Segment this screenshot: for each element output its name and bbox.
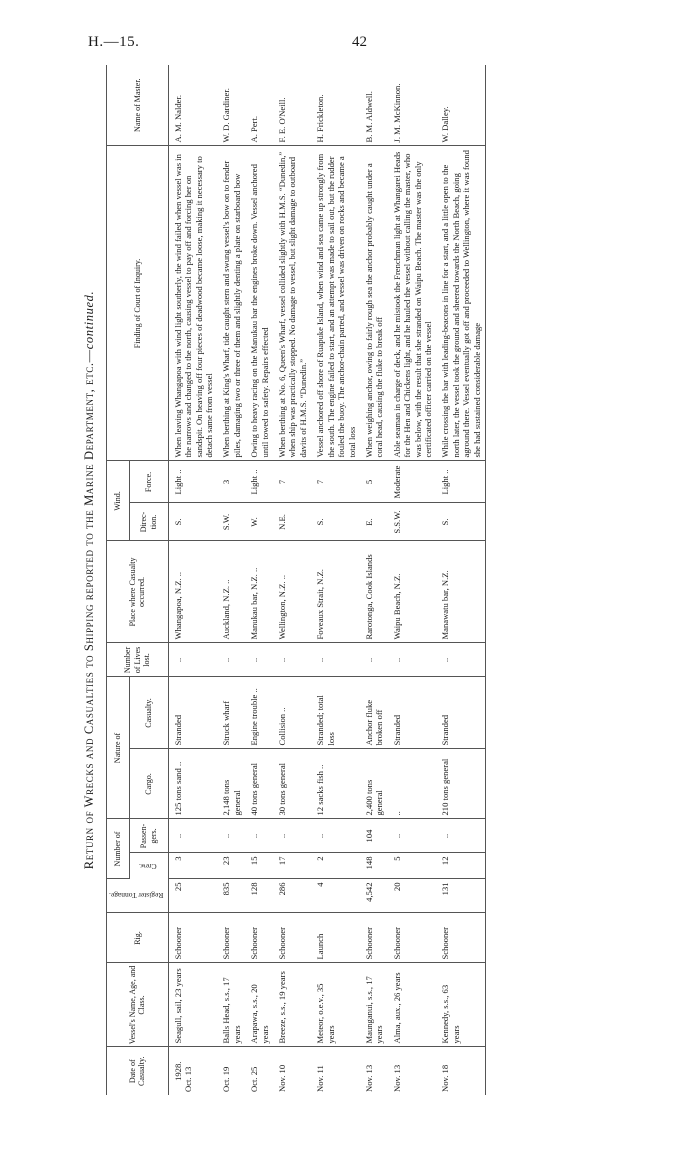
cell-place (436, 541, 485, 643)
cell-lives (168, 643, 217, 677)
cell-master-text: F. E. O'Neill. (277, 97, 288, 143)
cell-casualty (217, 677, 245, 749)
cell-casualty-text: Engine trouble .. (249, 688, 260, 746)
cell-master (168, 65, 217, 146)
cell-rig-text: Schooner (440, 927, 451, 960)
cell-finding-text: When berthing at No. 6, Queen's Wharf, vessel collided slightly with H.M.S. “Dunedin,” when ship was practically stopped. No damage to vessel, but slight damage to outboard davits of H.M.S. “Dunedin.” (277, 151, 308, 458)
cell-master (388, 65, 437, 146)
cell-cargo-text: 125 tons sand .. (172, 761, 183, 816)
cell-rig-text: Schooner (391, 927, 402, 960)
col-rig: Rig. (107, 913, 169, 963)
cell-rig-text: Schooner (249, 927, 260, 960)
cell-cargo (168, 749, 217, 819)
cell-passengers (217, 819, 245, 853)
cell-crew-text: 148 (363, 856, 374, 870)
table-row (388, 65, 437, 1095)
cell-direction-text: S.W. (221, 513, 232, 531)
cell-master (245, 65, 273, 146)
table-row (360, 65, 388, 1095)
col-place: Place where Casualty occurred. (107, 541, 169, 643)
cell-cargo (245, 749, 273, 819)
col-master: Name of Master. (107, 65, 169, 146)
cell-place (311, 541, 360, 643)
cell-direction-text: E. (363, 518, 374, 526)
cell-rig (360, 913, 388, 963)
col-finding: Finding of Court of Inquiry. (107, 146, 169, 461)
cell-date (245, 1047, 273, 1095)
cell-crew-text: 15 (249, 856, 260, 866)
cell-master-text: W. D. Gardiner. (221, 88, 232, 143)
cell-lives-text: .. (221, 657, 232, 663)
cell-rig (388, 913, 437, 963)
cell-crew-text: 12 (440, 856, 451, 866)
cell-cargo (311, 749, 360, 819)
cell-casualty (245, 677, 273, 749)
cell-rig-text: Schooner (172, 927, 183, 960)
cell-lives (245, 643, 273, 677)
cell-cargo-text: 2,148 tons general (221, 779, 242, 816)
cell-tonnage-text: 128 (249, 882, 260, 896)
cell-tonnage (168, 879, 217, 913)
table-row (436, 65, 485, 1095)
cell-direction-text: N.E. (277, 514, 288, 530)
cell-date (168, 1047, 217, 1095)
cell-direction (245, 503, 273, 541)
cell-place (245, 541, 273, 643)
cell-vessel-text: Breeze, s.s., 19 years (277, 971, 288, 1044)
cell-tonnage-text: 131 (440, 882, 451, 896)
cell-finding (217, 146, 245, 461)
cell-lives-text: .. (277, 657, 288, 663)
cell-cargo-text: 40 tons general (249, 762, 260, 816)
cell-vessel (168, 963, 217, 1047)
cell-crew (245, 853, 273, 879)
cell-date (388, 1047, 437, 1095)
cell-force (360, 461, 388, 503)
col-number-of: Number of (107, 819, 130, 879)
cell-force-text: 5 (363, 479, 374, 485)
page-number: 42 (352, 34, 367, 50)
cell-vessel-text: Balls Head, s.s., 17 years (221, 977, 242, 1044)
cell-passengers-text: .. (221, 833, 232, 839)
cell-finding-text: While crossing the bar with leading-beacons in line for a start, and a little open to the north later, the vessel took the ground and sheered towards the North Beach, going aground there. Vessel eventually got off and proceeded to Wellington, where it was found she had sustained considerable damage (440, 150, 482, 458)
cell-cargo-text: 30 tons general (277, 762, 288, 816)
cell-direction-text: S. (440, 518, 451, 526)
cell-cargo (273, 749, 311, 819)
cell-cargo (217, 749, 245, 819)
cell-crew (311, 853, 360, 879)
cell-place (217, 541, 245, 643)
col-passengers: Passen- gers. (129, 819, 168, 853)
cell-tonnage (388, 879, 437, 913)
cell-date-text: Nov. 13 (363, 1064, 374, 1092)
cell-place (168, 541, 217, 643)
cell-casualty-text: Stranded (391, 714, 402, 746)
cell-crew (273, 853, 311, 879)
cell-finding-text: When leaving Whangapoa with wind light southerly, the wind failed when vessel was in the narrows and changed to the north, causing vessel to pay off and forcing her on sandspit. On heaving off four pieces of deadwood became loose, making it necessary to detach same from vessel (172, 154, 215, 458)
cell-vessel-text: Alma, aux., 26 years (391, 972, 402, 1044)
cell-date-text: Oct. 19 (221, 1066, 232, 1092)
table-row (273, 65, 311, 1095)
cell-rig-text: Schooner (363, 927, 374, 960)
cell-lives-text: .. (391, 657, 402, 663)
cell-passengers-text: .. (172, 833, 183, 839)
cell-crew (217, 853, 245, 879)
cell-tonnage (436, 879, 485, 913)
cell-force (217, 461, 245, 503)
cell-passengers (273, 819, 311, 853)
cell-master-text: J. M. McKinnon. (391, 83, 402, 143)
cell-force-text: Light .. (249, 469, 260, 495)
cell-tonnage (311, 879, 360, 913)
cell-lives (311, 643, 360, 677)
cell-finding (436, 146, 485, 461)
cell-force-text: Light .. (440, 469, 451, 495)
cell-casualty-text: Stranded; total loss (315, 695, 336, 746)
cell-rig-text: Schooner (221, 927, 232, 960)
cell-rig (245, 913, 273, 963)
cell-passengers (436, 819, 485, 853)
cell-force (388, 461, 437, 503)
cell-direction (168, 503, 217, 541)
cell-master (217, 65, 245, 146)
cell-place (360, 541, 388, 643)
cell-vessel-text: Maunganui, s.s., 17 years (363, 976, 385, 1044)
cell-master-text: A. Pert. (249, 115, 260, 143)
cell-cargo-text: 2,400 tons general (363, 779, 385, 816)
table-title (82, 65, 97, 1095)
table-row (217, 65, 245, 1095)
cell-vessel-text: Arapawa, s.s., 20 years (249, 984, 270, 1044)
cell-finding-text: When weighing anchor, owing to fairly rough sea the anchor probably caught under a coral head, causing the fluke to break off (363, 163, 385, 458)
cell-master (360, 65, 388, 146)
col-wind: Wind. (107, 461, 130, 541)
cell-tonnage (217, 879, 245, 913)
cell-force (436, 461, 485, 503)
cell-master (436, 65, 485, 146)
cell-direction (273, 503, 311, 541)
cell-direction (360, 503, 388, 541)
cell-casualty-text: Struck wharf (221, 700, 232, 746)
cell-crew-text: 3 (172, 856, 183, 861)
col-casualty: Casualty. (129, 677, 168, 749)
cell-lives-text: .. (363, 657, 374, 663)
cell-tonnage (360, 879, 388, 913)
casualty-table (106, 65, 486, 1095)
rotated-table-region (72, 65, 668, 1095)
cell-date-text: Nov. 11 (315, 1065, 326, 1092)
cell-casualty (168, 677, 217, 749)
cell-date-text: Nov. 18 (440, 1064, 451, 1092)
cell-master (273, 65, 311, 146)
cell-place-text: Manukau bar, N.Z. .. (249, 567, 260, 640)
col-cargo: Cargo. (129, 749, 168, 819)
cell-passengers (360, 819, 388, 853)
cell-direction (388, 503, 437, 541)
cell-vessel-text: Meteor, o.e.v., 35 years (315, 983, 336, 1044)
cell-lives-text: .. (315, 657, 326, 663)
table-row (168, 65, 217, 1095)
year-label: 1928. (172, 1061, 183, 1081)
cell-rig-text: Launch (315, 933, 326, 960)
cell-finding (168, 146, 217, 461)
cell-force-text: Light .. (172, 469, 183, 495)
cell-cargo (436, 749, 485, 819)
cell-master-text: W. Dalley. (440, 106, 451, 143)
col-direction: Direc- tion. (129, 503, 168, 541)
cell-tonnage-text: 4,542 (363, 882, 374, 902)
cell-passengers (168, 819, 217, 853)
col-nature-of: Nature of (107, 677, 130, 819)
cell-passengers (245, 819, 273, 853)
cell-cargo-text: 12 sacks fish .. (315, 764, 326, 816)
cell-date (217, 1047, 245, 1095)
cell-direction (217, 503, 245, 541)
cell-master-text: B. M. Aldwell. (363, 91, 374, 143)
cell-crew-text: 17 (277, 856, 288, 866)
cell-place-text: Rarotonga, Cook Islands (363, 554, 374, 640)
cell-passengers-text: .. (315, 833, 326, 839)
cell-crew (168, 853, 217, 879)
cell-force (168, 461, 217, 503)
cell-vessel (360, 963, 388, 1047)
cell-force-text: 7 (277, 479, 288, 485)
cell-passengers-text: 104 (363, 829, 374, 843)
cell-date (360, 1047, 388, 1095)
cell-tonnage-text: 835 (221, 882, 232, 896)
cell-place-text: Manawatu bar, N.Z. (440, 570, 451, 640)
cell-cargo (388, 749, 437, 819)
cell-lives (360, 643, 388, 677)
cell-place (388, 541, 437, 643)
cell-direction-text: S. (315, 518, 326, 526)
cell-place-text: Whangapoa, N.Z. .. (172, 571, 183, 640)
cell-vessel-text: Kennedy, s.s., 63 years (440, 984, 461, 1044)
col-tonnage (107, 879, 169, 913)
col-crew-label: Crew. (138, 861, 157, 871)
cell-vessel (245, 963, 273, 1047)
cell-crew-text: 2 (315, 856, 326, 861)
cell-crew-text: 5 (391, 856, 402, 861)
cell-finding (360, 146, 388, 461)
table-row (245, 65, 273, 1095)
cell-date-text: Oct. 13 (183, 1066, 194, 1092)
cell-vessel (388, 963, 437, 1047)
cell-lives (273, 643, 311, 677)
title-main: Return of Wrecks and Casualties to Shipping reported to the Marine Department, etc.— (82, 349, 96, 870)
cell-passengers-text: .. (249, 833, 260, 839)
cell-lives (436, 643, 485, 677)
col-tonnage-label: Register Tonnage. (109, 891, 164, 901)
cell-date-text: Oct. 25 (249, 1066, 260, 1092)
cell-direction-text: S. (172, 518, 183, 526)
table-body (168, 65, 485, 1095)
cell-tonnage-text: 20 (391, 882, 402, 892)
cell-finding-text: Vessel anchored off shore of Ruapuke Island, when wind and sea came up strongly from the south. The engine failed to start, and an attempt was made to sail out, but the rudder fouled the buoy. The anchor-chain parted, and vessel was driven on rocks and became a total loss (315, 153, 357, 458)
cell-rig-text: Schooner (277, 927, 288, 960)
cell-rig (436, 913, 485, 963)
cell-finding-text: Able seaman in charge of deck, and he mistook the Frenchman light at Whangarei Heads for the Hen and Chickens light, and he hauled the vessel without calling the master, who was below, with the result that she stranded on Waipu Beach. The master was the only certificated officer carried on the vessel (391, 151, 433, 458)
cell-rig (311, 913, 360, 963)
cell-finding-text: When berthing at King's Wharf, tide caught stern and swung vessel's bow on to fender piles, damaging two or three of them and slightly denting a plate on starboard bow (221, 160, 242, 458)
cell-date-text: Nov. 10 (277, 1064, 288, 1092)
cell-finding-text: Owing to heavy racing on the Manukau bar the engines broke down. Vessel anchored until towed to safety. Repairs effected (249, 164, 270, 458)
col-lives: Number of Lives lost. (107, 643, 169, 677)
cell-rig (217, 913, 245, 963)
cell-tonnage-text: 4 (315, 882, 326, 887)
col-date: Date of Casualty. (107, 1047, 169, 1095)
cell-finding (273, 146, 311, 461)
cell-lives (388, 643, 437, 677)
cell-tonnage-text: 286 (277, 882, 288, 896)
cell-finding (388, 146, 437, 461)
cell-lives (217, 643, 245, 677)
cell-cargo (360, 749, 388, 819)
cell-casualty-text: Anchor fluke broken off (363, 699, 385, 746)
table-row (311, 65, 360, 1095)
cell-casualty (388, 677, 437, 749)
col-crew (129, 853, 168, 879)
cell-force-text: 7 (315, 479, 326, 485)
cell-direction (436, 503, 485, 541)
cell-force-text: 3 (221, 479, 232, 485)
cell-crew (388, 853, 437, 879)
cell-passengers (388, 819, 437, 853)
cell-master-text: A. M. Nalder. (172, 94, 183, 143)
col-vessel: Vessel's Name, Age, and Class. (107, 963, 169, 1047)
cell-crew (360, 853, 388, 879)
cell-casualty (273, 677, 311, 749)
cell-passengers-text: .. (277, 833, 288, 839)
cell-lives-text: .. (172, 657, 183, 663)
cell-rig (168, 913, 217, 963)
cell-rig (273, 913, 311, 963)
cell-date (311, 1047, 360, 1095)
col-force: Force. (129, 461, 168, 503)
cell-place (273, 541, 311, 643)
cell-place-text: Foveaux Strait, N.Z. (315, 569, 326, 640)
cell-crew-text: 23 (221, 856, 232, 866)
cell-casualty-text: Stranded (172, 714, 183, 746)
cell-force (245, 461, 273, 503)
cell-casualty (311, 677, 360, 749)
header-row-1 (107, 65, 130, 1095)
cell-tonnage-text: 25 (172, 882, 183, 892)
cell-vessel (217, 963, 245, 1047)
cell-passengers (311, 819, 360, 853)
cell-tonnage (245, 879, 273, 913)
cell-crew (436, 853, 485, 879)
cell-vessel (436, 963, 485, 1047)
cell-finding (311, 146, 360, 461)
cell-vessel-text: Seagull, sail, 23 years (172, 968, 183, 1044)
cell-casualty (360, 677, 388, 749)
cell-place-text: Wellington, N.Z. .. (277, 575, 288, 640)
cell-casualty-text: Stranded (440, 714, 451, 746)
cell-finding (245, 146, 273, 461)
cell-vessel (311, 963, 360, 1047)
title-continued: continued. (82, 290, 96, 350)
cell-cargo-text: .. (391, 811, 402, 816)
cell-casualty (436, 677, 485, 749)
cell-cargo-text: 210 tons general (440, 758, 451, 816)
cell-passengers-text: .. (440, 833, 451, 839)
cell-passengers-text: .. (391, 833, 402, 839)
document-reference: H.—15. (88, 34, 140, 50)
cell-place-text: Waipu Beach, N.Z. (391, 573, 402, 640)
cell-vessel (273, 963, 311, 1047)
cell-lives-text: .. (249, 657, 260, 663)
cell-master-text: H. Frickleton. (315, 94, 326, 143)
cell-tonnage (273, 879, 311, 913)
cell-casualty-text: Collision .. (277, 707, 288, 746)
cell-force (273, 461, 311, 503)
cell-direction (311, 503, 360, 541)
cell-direction-text: S.S.W. (391, 510, 402, 534)
cell-date (436, 1047, 485, 1095)
cell-master (311, 65, 360, 146)
cell-date-text: Nov. 13 (391, 1064, 402, 1092)
cell-direction-text: W. (249, 517, 260, 527)
cell-date (273, 1047, 311, 1095)
cell-lives-text: .. (440, 657, 451, 663)
cell-place-text: Auckland, N.Z. .. (221, 579, 232, 640)
cell-force (311, 461, 360, 503)
cell-force-text: Moderate (391, 465, 402, 499)
